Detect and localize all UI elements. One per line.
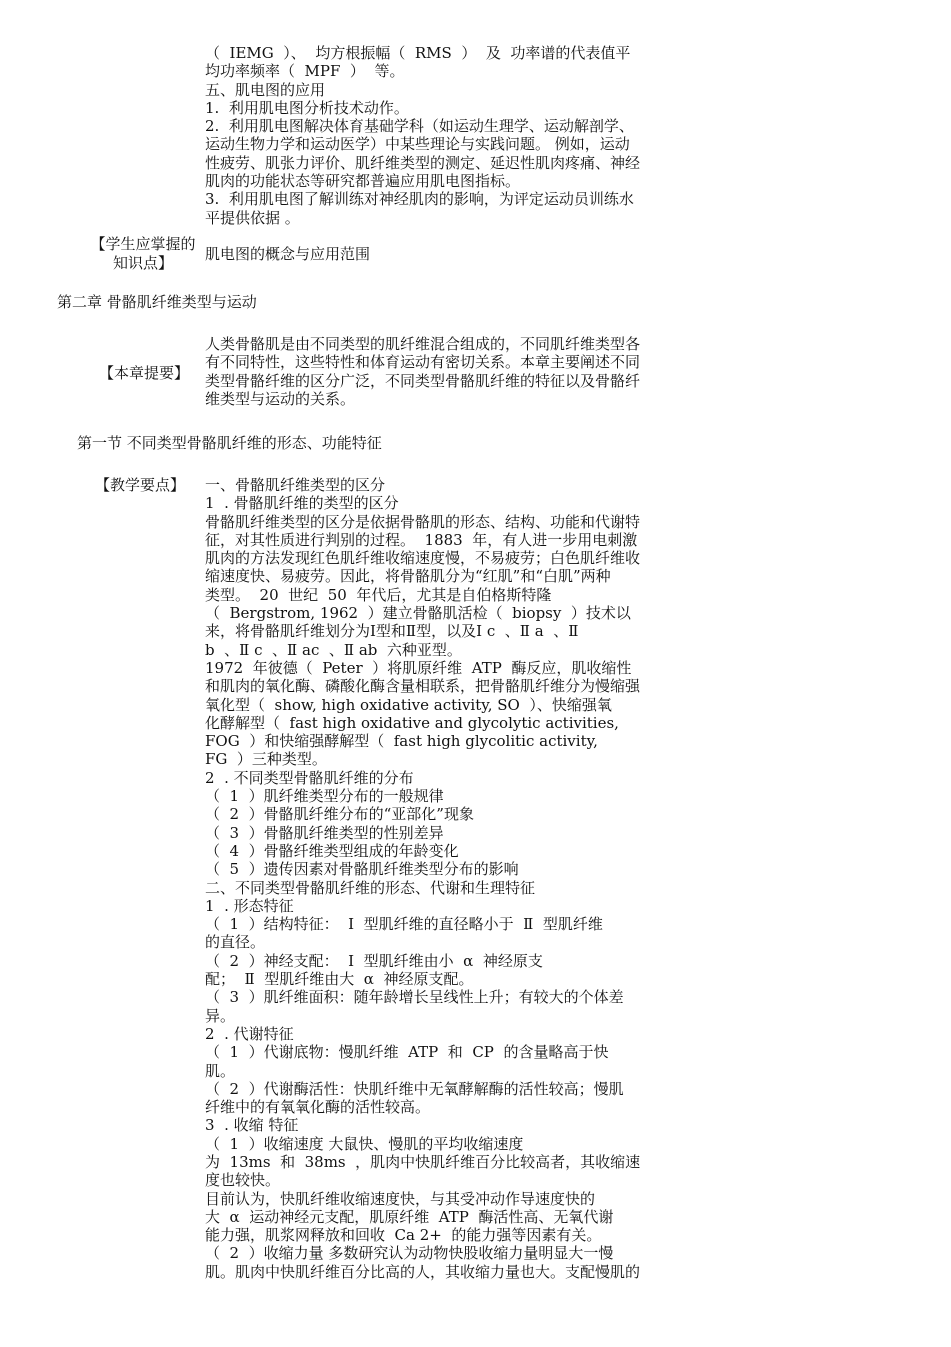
text-line: 平提供依据 。 [205,208,300,227]
text-line: 3 . 收缩 特征 [205,1116,299,1135]
knowledge-label-line2: 知识点】 [112,253,173,272]
text-line: （ IEMG ）、 均方根振幅（ RMS ） 及 功率谱的代表值平 [205,44,631,62]
text-line: 2 . 代谢特征 [205,1024,294,1043]
text-line: 类型骨骼纤维的区分广泛，不同类型骨骼肌纤维的特征以及骨骼纤 [205,371,641,390]
text-line: 1. 利用肌电图分析技术动作。 [205,98,409,117]
text-line: 3. 利用肌电图了解训练对神经肌肉的影响，为评定运动员训练水 [205,190,634,209]
text-line: 类型。 20 世纪 50 年代后，尤其是自伯格斯特隆 [205,585,552,604]
text-line: 1 . 骨骼肌纤维的类型的区分 [205,494,399,513]
text-line: 异。 [205,1006,236,1025]
knowledge-label-line1: 【学生应掌握的 [90,235,196,253]
knowledge-label [84,235,202,272]
text-line: 肌肉的方法发现红色肌纤维收缩速度慢，不易疲劳；白色肌纤维收 [205,549,641,568]
text-line: FOG ）和快缩强酵解型（ fast high glycolitic activity, [205,732,598,751]
text-line: 来，将骨骼肌纤维划分为Ⅰ型和Ⅱ型，以及Ⅰ c 、Ⅱ a 、Ⅱ [205,622,579,641]
text-line: b 、Ⅱ c 、Ⅱ ac 、Ⅱ ab 六种亚型。 [205,640,462,659]
text-line: 1972 年彼德（ Peter ）将肌原纤维 ATP 酶反应，肌收缩性 [205,658,632,677]
text-line: 纤维中的有氧氧化酶的活性较高。 [205,1098,431,1117]
section-title: 第一节 不同类型骨骼肌纤维的形态、功能特征 [77,434,382,452]
knowledge-text [205,245,700,263]
text-line: 目前认为，快肌纤维收缩速度快，与其受冲动作导速度快的 [205,1189,596,1208]
text-line: （ 2 ）神经支配： Ⅰ 型肌纤维由小 α 神经原支 [205,951,543,970]
teaching-text-block [205,476,700,1281]
top-text-block [205,44,700,227]
text-line: 维类型与运动的关系。 [205,389,356,408]
text-line: （ 2 ）收缩力量 多数研究认为动物快股收缩力量明显大一慢 [205,1244,614,1263]
text-line: 征，对其性质进行判别的过程。 1883 年，有人进一步用电刺激 [205,530,638,549]
text-line: 有不同特性，这些特性和体育运动有密切关系。本章主要阐述不同 [205,353,641,372]
text-line: 肌。 [205,1061,236,1080]
chapter-title: 第二章 骨骼肌纤维类型与运动 [57,293,257,311]
text-line: 1 . 形态特征 [205,896,294,915]
text-line: 的直径。 [205,933,266,952]
text-line: （ 4 ）骨骼纤维类型组成的年龄变化 [205,841,459,860]
text-line: 肌肉的功能状态等研究都普遍应用肌电图指标。 [205,172,521,191]
summary-text-block [205,335,700,408]
text-line: 氧化型（ show, high oxidative activity, SO ）、快缩强氧 [205,695,612,714]
text-line: 二、不同类型骨骼肌纤维的形态、代谢和生理特征 [205,878,536,897]
text-line: 能力强，肌浆网释放和回收 Ca 2+ 的能力强等因素有关。 [205,1226,602,1245]
text-line: （ 3 ）骨骼肌纤维类型的性别差异 [205,823,444,842]
teaching-label: 【教学要点】 [94,476,185,494]
text-line: （ 2 ）代谢酶活性：快肌纤维中无氧酵解酶的活性较高；慢肌 [205,1079,624,1098]
text-line: 人类骨骼肌是由不同类型的肌纤维混合组成的，不同肌纤维类型各 [205,335,641,353]
text-line: 一、骨骼肌纤维类型的区分 [205,476,386,494]
text-line: FG ）三种类型。 [205,750,327,769]
text-line: 均功率频率（ MPF ） 等。 [205,62,405,81]
text-line: 骨骼肌纤维类型的区分是依据骨骼肌的形态、结构、功能和代谢特 [205,512,641,531]
text-line: 2. 利用肌电图解决体育基础学科（如运动生理学、运动解剖学、 [205,117,634,136]
text-line: 大 α 运动神经元支配，肌原纤维 ATP 酶活性高、无氧代谢 [205,1207,614,1226]
text-line: （ 1 ）肌纤维类型分布的一般规律 [205,787,444,806]
text-line: 配； Ⅱ 型肌纤维由大 α 神经原支配。 [205,970,474,989]
summary-label: 【本章提要】 [98,364,189,382]
text-line: 为 13ms 和 38ms ，肌肉中快肌纤维百分比较高者，其收缩速 [205,1152,641,1171]
text-line: （ 5 ）遗传因素对骨骼肌纤维类型分布的影响 [205,860,519,879]
text-line: 五、肌电图的应用 [205,80,326,99]
text-line: （ 1 ）结构特征： Ⅰ 型肌纤维的直径略小于 Ⅱ 型肌纤维 [205,915,603,934]
text-line: 和肌肉的氧化酶、磷酸化酶含量相联系，把骨骼肌纤维分为慢缩强 [205,677,641,696]
text-line: 肌。肌肉中快肌纤维百分比高的人，其收缩力量也大。支配慢肌的 [205,1262,641,1281]
text-line: （ 2 ）骨骼肌纤维分布的“亚部化”现象 [205,805,474,824]
text-line: 性疲劳、肌张力评价、肌纤维类型的测定、延迟性肌肉疼痛、神经 [205,153,641,172]
text-line: （ 1 ）代谢底物：慢肌纤维 ATP 和 CP 的含量略高于快 [205,1043,609,1062]
text-line: 缩速度快、易疲劳。因此，将骨骼肌分为“红肌”和“白肌”两种 [205,567,611,586]
text-line: （ 3 ）肌纤维面积：随年龄增长呈线性上升；有较大的个体差 [205,988,624,1007]
text-line: 化酵解型（ fast high oxidative and glycolytic activities, [205,713,619,732]
text-line: （ 1 ）收缩速度 大鼠快、慢肌的平均收缩速度 [205,1134,524,1153]
text-line: 度也较快。 [205,1171,281,1190]
text-line: （ Bergstrom, 1962 ）建立骨骼肌活检（ biopsy ）技术以 [205,604,631,623]
text-line: 运动生物力学和运动医学）中某些理论与实践问题。 例如，运动 [205,135,630,154]
knowledge-text-line: 肌电图的概念与应用范围 [205,245,371,263]
text-line: 2 . 不同类型骨骼肌纤维的分布 [205,768,414,787]
